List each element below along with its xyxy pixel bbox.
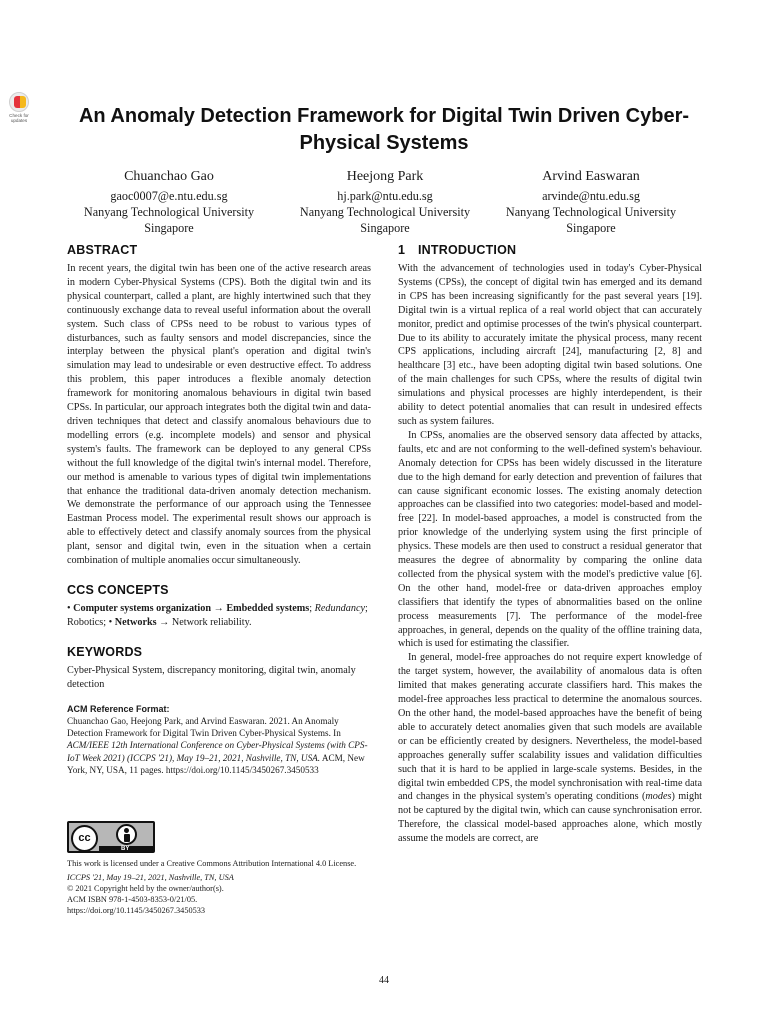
crossmark-yellow-segment (20, 96, 26, 108)
copyright-line: © 2021 Copyright held by the owner/author(s). (67, 884, 224, 893)
author-name: Chuanchao Gao (124, 169, 214, 184)
license-statement: This work is licensed under a Creative Commons Attribution International 4.0 License. (67, 859, 357, 868)
ccs-text-segment: ; Robotics; (67, 602, 368, 628)
right-column (398, 242, 702, 846)
intro-paragraph (398, 651, 702, 846)
ccs-separator: ; (309, 602, 315, 614)
license-block (67, 858, 387, 916)
badge-label: Check for updates (9, 113, 29, 123)
author-affiliation: Nanyang Technological University (299, 205, 471, 219)
ccs-term: Embedded systems (226, 602, 310, 614)
keywords-text: Cyber-Physical System, discrepancy monitoring, digital twin, anomaly detection (67, 664, 356, 690)
intro-emphasis: modes (645, 791, 672, 803)
author-country: Singapore (360, 221, 410, 235)
check-for-updates-badge[interactable] (4, 92, 34, 126)
paper-title: An Anomaly Detection Framework for Digital Twin Driven Cyber-Physical Systems (78, 105, 690, 154)
ccs-bullet: • (108, 616, 113, 628)
ccs-term-italic: Redundancy (314, 602, 365, 614)
ccs-bullet: • (67, 602, 71, 614)
acm-reference-part: Chuanchao Gao, Heejong Park, and Arvind Easwaran. 2021. An Anomaly Detection Framework for Digital Twin Driven Cyber-Physical Systems. In (67, 715, 341, 738)
ccs-arrow: → (211, 602, 227, 614)
acm-reference-part: ACM, New York, NY, USA, 11 pages. https://doi.org/10.1145/3450267.3450533 (67, 752, 365, 776)
intro-text-segment: ) might not be captured by the digital twin, which can cause synchronisation error. Therefore, the classical model-based approaches alone, which mostly assume the models are correct, are (398, 791, 702, 845)
keywords-heading: KEYWORDS (67, 644, 143, 659)
author-name: Arvind Easwaran (542, 169, 640, 184)
author-affiliation: Nanyang Technological University (83, 205, 255, 219)
acm-reference-text (67, 715, 371, 777)
section-number: 1 (398, 243, 406, 257)
intro-paragraph: In CPSs, anomalies are the observed sensory data affected by attacks, faults, etc and are not conforming to the well-defined system's behaviour. Anomaly detection for CPSs has been widely discussed in the literature due to the high demand for early detection and prevention of failures that can cause significant economic losses. The existing anomaly detection approaches can be classified into two categories: model-based and model-free [22]. In model-based approaches, a model is constructed from the prior knowledge of the underlying system using the first principle of physics. These models are then used to construct a residual generator that measures the degree of abnormality by comparing the online data collected from the physical system with the model's predictive value [6]. On the other hand, model-free or data-driven approaches employ classifiers that identify the types of abnormalities based on the online process measurements [7]. The performance of the model-free approaches, in general, depends on the quality of the offline training data, which is used for estimating the classifier. (398, 429, 702, 650)
abstract-text: In recent years, the digital twin has been one of the active research areas in modern Cyber-Physical Systems (CPS). Both the digital twin and its physical counterpart, called a plant, are highly intertwined such that they continuously exchange data to reveal useful information about the overall system. Such class of CPSs need to be robust to various types of disturbances, such as faulty sensors and model discrepancies, since the interplay between the physical plant's operation and digital twin's simulation may lead to undesirable or even destructive effect. To address this problem, this paper introduces a flexible anomaly detection framework for monitoring anomalous behaviours in digital twin based CPSs. In particular, our approach integrates both the digital twin and data-driven techniques that detect and classify anomalous behaviours due to modelling errors (e.g. incomplete models) and sensor and physical system's faults. The framework can be deployed to any general CPSs without the full knowledge of the digital twin's internal model. Therefore, our method is amenable to various types of digital twin implementations that enhance the traditional data-driven anomaly detection mechanism. We demonstrate the performance of our approach using the Tennessee Eastman Process model. The experimental result shows our approach is able to effectively detect and classify anomaly sources from the physical plant, sensor and digital twin, even in the situation when a certain combination of multiple anomalies occur simultaneously. (67, 263, 371, 567)
ccs-text (67, 602, 371, 630)
ccs-text-segment: Network reliability. (171, 616, 252, 628)
cc-by-label: BY (121, 846, 130, 852)
doi-line: https://doi.org/10.1145/3450267.3450533 (67, 906, 206, 915)
author-block (280, 168, 490, 236)
intro-text-segment: In general, model-free approaches do not require expert knowledge of the target system, however, the availability of anomalous data is often limited that makes generating accurate classifiers hard. This makes the model-free approaches less practical to determine the anomalous sources. On the other hand, the model-based approaches have the benefit of being able to accurately detect anomalies given that such models are available or can be efficiently created by designers. Nevertheless, the model-based approaches generally suffer scalability issues and validation difficulties such that it is hard to be applied in large-scale systems. Besides, in the digital twin embedded CPS, the model synchronisation with real-time data and changes in the physical system's operating conditions ( (398, 652, 702, 803)
author-country: Singapore (566, 221, 616, 235)
ccs-heading: CCS CONCEPTS (67, 582, 169, 597)
author-email: hj.park@ntu.edu.sg (337, 189, 433, 203)
intro-paragraph: With the advancement of technologies used in today's Cyber-Physical Systems (CPSs), the concept of digital twin has emerged and its demand in CPS has been increasing significantly for the past several years [19]. Digital twin is a virtual replica of a real world object that can accurately monitor, predict and optimise processes of the twin's physical counterpart. Due to its ability to accurately imitate the physical process, many recent CPS applications, including aircraft [24], manufacturing [2, 8] and healthcare [3] etc., have been adopting digital twin based solutions. One of the main challenges for such CPSs, where the results of digital twin simulations and physical processes are highly interdependent, is their ability to detect potential anomalies that can result in undesired effects such as system failures. (398, 263, 702, 427)
author-affiliation: Nanyang Technological University (505, 205, 677, 219)
isbn-line: ACM ISBN 978-1-4503-8353-0/21/05. (67, 895, 198, 904)
conference-line: ICCPS '21, May 19–21, 2021, Nashville, TN, USA (67, 873, 234, 882)
left-column (67, 242, 371, 777)
ccs-arrow: → (156, 616, 172, 628)
author-block (64, 168, 274, 236)
acm-reference-heading: ACM Reference Format: (67, 703, 170, 714)
abstract-heading: ABSTRACT (67, 243, 138, 257)
cc-icon: cc (71, 825, 98, 852)
acm-reference-venue: ACM/IEEE 12th International Conference on Cyber-Physical Systems (with CPS-IoT Week 2021) (ICCPS '21), May 19–21, 2021, Nashville, TN, USA. (67, 740, 368, 763)
page-number: 44 (379, 975, 389, 986)
person-torso-shape (124, 834, 130, 842)
creative-commons-logo[interactable] (67, 821, 155, 853)
author-country: Singapore (144, 221, 194, 235)
ccs-term: Networks (114, 616, 157, 628)
section-title: INTRODUCTION (418, 243, 517, 257)
author-name: Heejong Park (346, 169, 424, 184)
person-head-shape (124, 828, 129, 833)
attribution-person-icon (116, 824, 137, 845)
author-block (486, 168, 696, 236)
author-email: arvinde@ntu.edu.sg (542, 189, 640, 203)
crossmark-icon (9, 92, 29, 112)
author-email: gaoc0007@e.ntu.edu.sg (110, 189, 228, 203)
introduction-heading (398, 242, 702, 258)
ccs-term: Computer systems organization (73, 602, 212, 614)
